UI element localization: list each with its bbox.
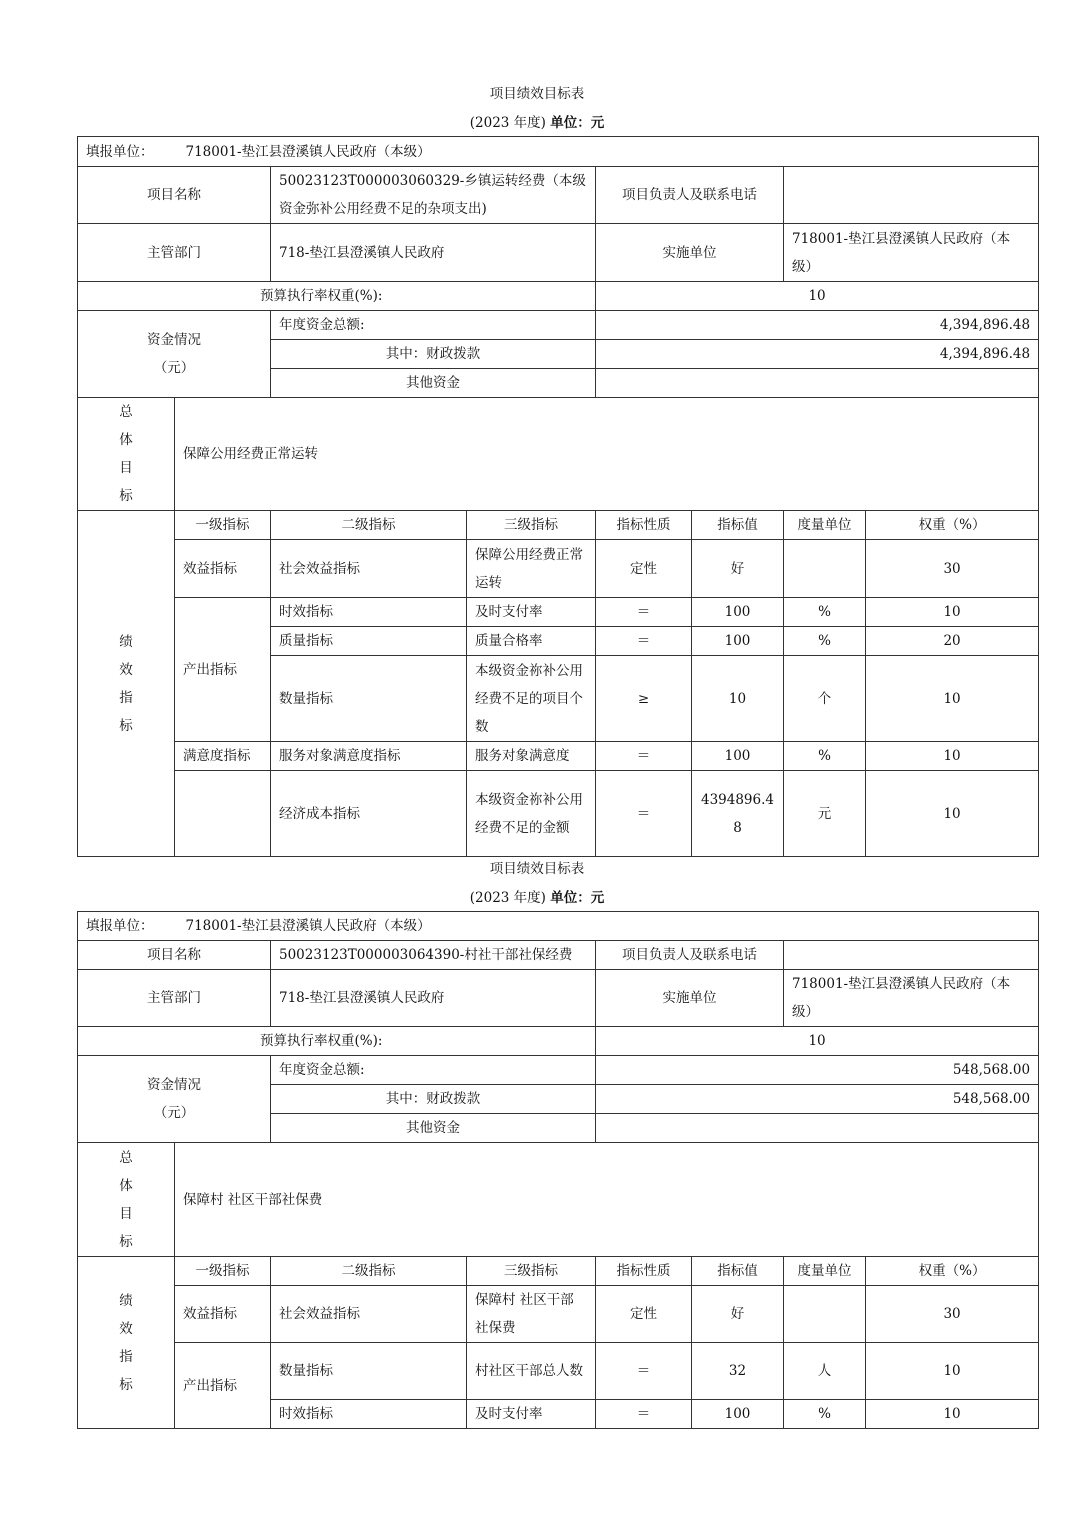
year-label: (2023 年度)	[469, 115, 546, 131]
filler-row	[78, 912, 1039, 941]
indicator-l1: 产出指标	[175, 1343, 271, 1429]
indicator-weight: 30	[866, 540, 1039, 598]
indicator-l2: 质量指标	[271, 627, 467, 656]
indicator-unit: %	[784, 742, 866, 771]
dept-value: 718-垫江县澄溪镇人民政府	[271, 224, 596, 282]
other-funds-value	[596, 369, 1039, 398]
table-row	[78, 1286, 1039, 1343]
fiscal-label: 其中：财政拨款	[271, 1085, 596, 1114]
indicator-nature: ＝	[596, 742, 692, 771]
header-weight: 权重（%）	[866, 511, 1039, 540]
indicator-l2: 社会效益指标	[271, 1286, 467, 1343]
indicator-nature: ≥	[596, 656, 692, 742]
budget-weight-value: 10	[596, 1027, 1039, 1056]
indicator-nature: ＝	[596, 627, 692, 656]
indicator-weight: 10	[866, 771, 1039, 857]
other-funds-label: 其他资金	[271, 369, 596, 398]
indicator-unit: 个	[784, 656, 866, 742]
filler-label: 填报单位：	[86, 918, 154, 934]
header-value: 指标值	[692, 1257, 784, 1286]
indicator-weight: 10	[866, 656, 1039, 742]
header-nature: 指标性质	[596, 1257, 692, 1286]
table-row	[78, 540, 1039, 598]
indicator-value: 100	[692, 1400, 784, 1429]
fiscal-value: 4,394,896.48	[596, 340, 1039, 369]
indicator-unit: %	[784, 1400, 866, 1429]
indicator-l1: 效益指标	[175, 1286, 271, 1343]
indicator-l3: 及时支付率	[467, 598, 596, 627]
impl-value: 718001-垫江县澄溪镇人民政府（本级）	[784, 970, 1039, 1027]
dept-label: 主管部门	[78, 224, 271, 282]
fiscal-label: 其中：财政拨款	[271, 340, 596, 369]
indicator-value: 100	[692, 742, 784, 771]
contact-label: 项目负责人及联系电话	[596, 941, 784, 970]
unit-label: 单位：元	[550, 890, 605, 906]
indicator-unit	[784, 540, 866, 598]
filler-label: 填报单位：	[86, 143, 154, 160]
budget-weight-label: 预算执行率权重(%):	[78, 282, 596, 311]
indicator-weight: 10	[866, 1400, 1039, 1429]
indicator-weight: 10	[866, 1343, 1039, 1400]
header-level1: 一级指标	[175, 511, 271, 540]
indicator-l1: 产出指标	[175, 598, 271, 742]
indicator-value: 好	[692, 1286, 784, 1343]
indicator-l1	[175, 771, 271, 857]
annual-total-label: 年度资金总额:	[271, 311, 596, 340]
indicator-value: 好	[692, 540, 784, 598]
indicator-l2: 时效指标	[271, 598, 467, 627]
impl-label: 实施单位	[596, 970, 784, 1027]
header-unit: 度量单位	[784, 1257, 866, 1286]
indicator-l3: 保障公用经费正常运转	[467, 540, 596, 598]
table-row	[78, 742, 1039, 771]
header-level1: 一级指标	[175, 1257, 271, 1286]
budget-weight-value: 10	[596, 282, 1039, 311]
indicator-value: 10	[692, 656, 784, 742]
header-level2: 二级指标	[271, 1257, 467, 1286]
project-name-value: 50023123T000003064390-村社干部社保经费	[271, 941, 596, 970]
indicator-value: 4394896.48	[692, 771, 784, 857]
indicator-l2: 经济成本指标	[271, 771, 467, 857]
indicator-unit	[784, 1286, 866, 1343]
contact-label: 项目负责人及联系电话	[596, 167, 784, 224]
other-funds-value	[596, 1114, 1039, 1143]
contact-value	[784, 167, 1039, 224]
indicator-l3: 质量合格率	[467, 627, 596, 656]
filler-unit: 718001-垫江县澄溪镇人民政府（本级）	[185, 143, 431, 160]
filler-row	[78, 137, 1039, 167]
perf-indicator-label: 绩 效 指 标	[78, 1257, 175, 1429]
indicator-nature: 定性	[596, 540, 692, 598]
overall-goal-value: 保障村 社区干部社保费	[175, 1143, 1039, 1257]
indicator-l3: 本级资金祢补公用经费不足的项目个数	[467, 656, 596, 742]
indicator-nature: ＝	[596, 1400, 692, 1429]
header-level3: 三级指标	[467, 511, 596, 540]
fiscal-value: 548,568.00	[596, 1085, 1039, 1114]
year-label: (2023 年度)	[469, 890, 546, 906]
indicator-nature: ＝	[596, 1343, 692, 1400]
impl-label: 实施单位	[596, 224, 784, 282]
indicator-l2: 数量指标	[271, 1343, 467, 1400]
funds-label: 资金情况 （元）	[78, 1056, 271, 1143]
indicator-l2: 社会效益指标	[271, 540, 467, 598]
indicator-l3: 本级资金祢补公用经费不足的金额	[467, 771, 596, 857]
contact-value	[784, 941, 1039, 970]
indicator-value: 32	[692, 1343, 784, 1400]
other-funds-label: 其他资金	[271, 1114, 596, 1143]
indicator-unit: %	[784, 627, 866, 656]
table-1-year-unit	[0, 113, 1074, 133]
table-row	[78, 598, 1039, 627]
table-2-year-unit	[0, 888, 1074, 908]
unit-label: 单位：元	[550, 115, 605, 131]
indicator-l1: 满意度指标	[175, 742, 271, 771]
indicator-l3: 服务对象满意度	[467, 742, 596, 771]
indicator-unit: 元	[784, 771, 866, 857]
indicator-weight: 10	[866, 598, 1039, 627]
indicator-l3: 村社区干部总人数	[467, 1343, 596, 1400]
indicator-unit: 人	[784, 1343, 866, 1400]
performance-table-2	[77, 911, 1039, 1429]
header-nature: 指标性质	[596, 511, 692, 540]
indicator-value: 100	[692, 598, 784, 627]
filler-unit: 718001-垫江县澄溪镇人民政府（本级）	[185, 918, 431, 934]
project-name-label: 项目名称	[78, 167, 271, 224]
indicator-weight: 20	[866, 627, 1039, 656]
header-level3: 三级指标	[467, 1257, 596, 1286]
impl-value: 718001-垫江县澄溪镇人民政府（本级）	[784, 224, 1039, 282]
indicator-nature: 定性	[596, 1286, 692, 1343]
annual-total-label: 年度资金总额:	[271, 1056, 596, 1085]
overall-goal-label: 总 体 目 标	[78, 1143, 175, 1257]
table-row	[78, 771, 1039, 857]
indicator-value: 100	[692, 627, 784, 656]
indicator-l2: 服务对象满意度指标	[271, 742, 467, 771]
table-row	[78, 1343, 1039, 1400]
overall-goal-value: 保障公用经费正常运转	[175, 398, 1039, 511]
annual-total-value: 4,394,896.48	[596, 311, 1039, 340]
annual-total-value: 548,568.00	[596, 1056, 1039, 1085]
indicator-weight: 30	[866, 1286, 1039, 1343]
header-unit: 度量单位	[784, 511, 866, 540]
dept-value: 718-垫江县澄溪镇人民政府	[271, 970, 596, 1027]
project-name-label: 项目名称	[78, 941, 271, 970]
header-level2: 二级指标	[271, 511, 467, 540]
header-weight: 权重（%）	[866, 1257, 1039, 1286]
funds-label: 资金情况 （元）	[78, 311, 271, 398]
budget-weight-label: 预算执行率权重(%):	[78, 1027, 596, 1056]
indicator-l2: 时效指标	[271, 1400, 467, 1429]
indicator-nature: ＝	[596, 598, 692, 627]
indicator-l2: 数量指标	[271, 656, 467, 742]
performance-table-1	[77, 136, 1039, 857]
indicator-unit: %	[784, 598, 866, 627]
project-name-value: 50023123T000003060329-乡镇运转经费（本级资金弥补公用经费不足的杂项支出)	[271, 167, 596, 224]
table-2-title: 项目绩效目标表	[489, 861, 585, 877]
indicator-l3: 保障村 社区干部社保费	[467, 1286, 596, 1343]
table-1-title: 项目绩效目标表	[489, 86, 585, 102]
indicator-l3: 及时支付率	[467, 1400, 596, 1429]
header-value: 指标值	[692, 511, 784, 540]
indicator-nature: ＝	[596, 771, 692, 857]
overall-goal-label: 总 体 目 标	[78, 398, 175, 511]
perf-indicator-label: 绩 效 指 标	[78, 511, 175, 857]
indicator-l1: 效益指标	[175, 540, 271, 598]
dept-label: 主管部门	[78, 970, 271, 1027]
indicator-weight: 10	[866, 742, 1039, 771]
